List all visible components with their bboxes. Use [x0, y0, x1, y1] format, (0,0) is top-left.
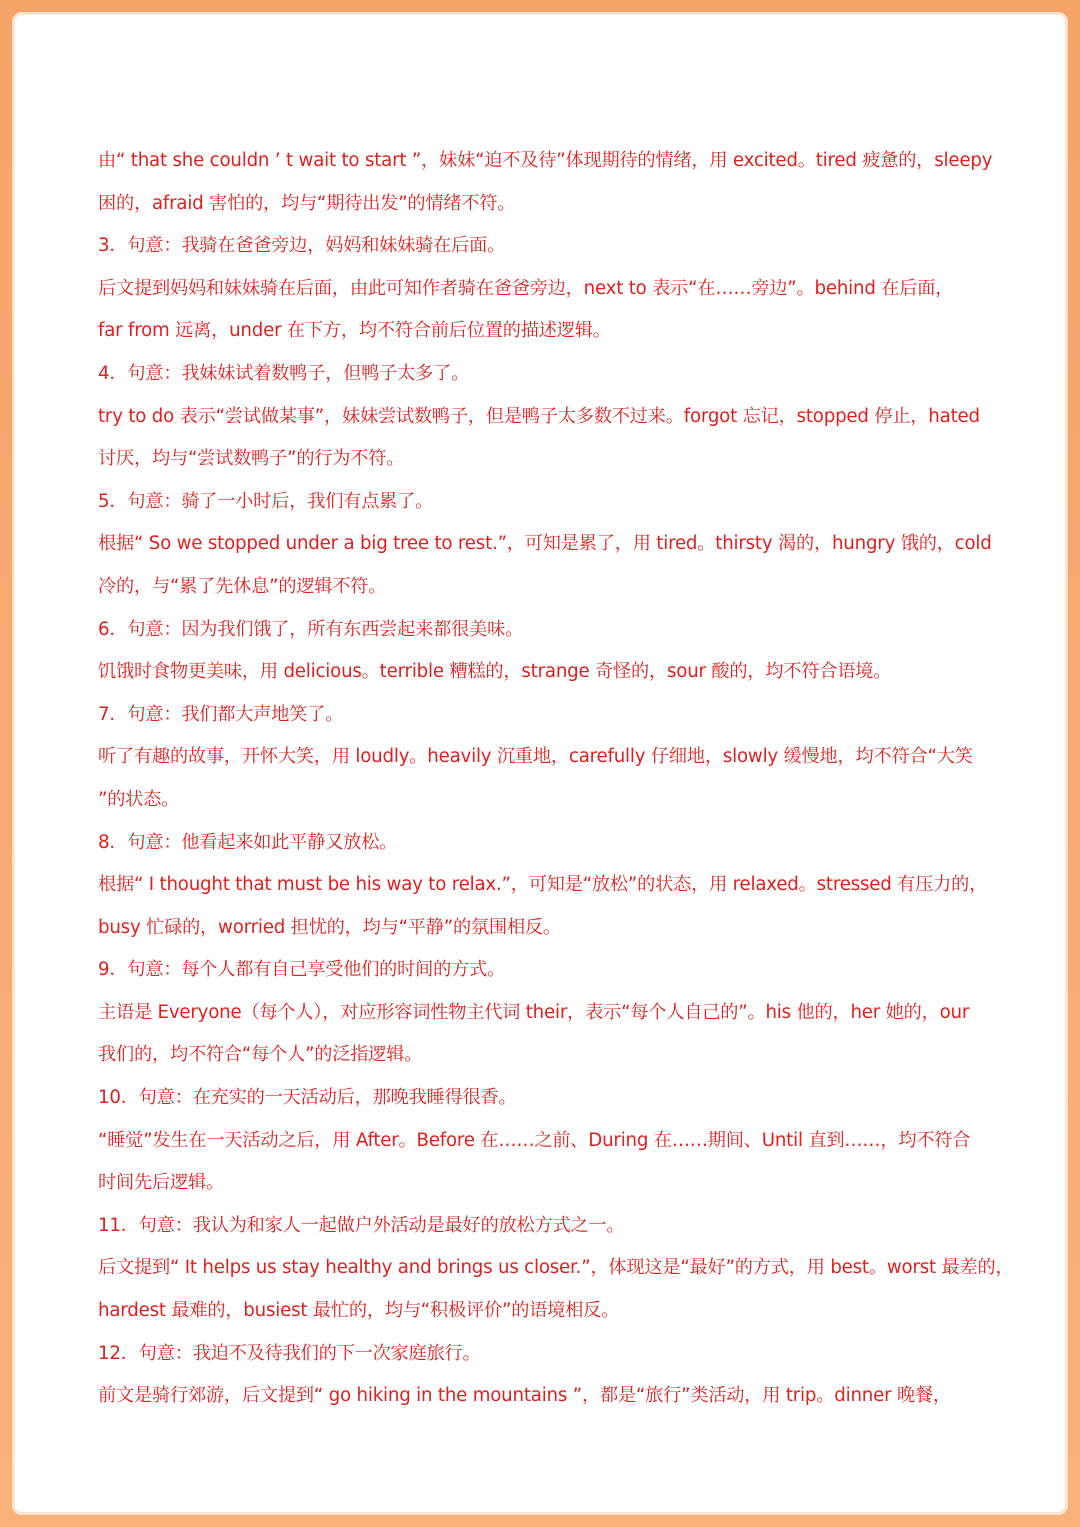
text-line: 饥饿时食物更美味，用 delicious。terrible 糟糕的，strange 奇怪的，sour 酸的，均不符合语境。 [98, 661, 892, 683]
text-line: far from 远离，under 在下方，均不符合前后位置的描述逻辑。 [98, 320, 611, 342]
text-line: 主语是 Everyone（每个人），对应形容词性物主代词 their，表示“每个人自己的”。his 他的，her 她的，our [98, 1001, 970, 1023]
text-line: 8．句意：他看起来如此平静又放松。 [98, 831, 398, 853]
text-line: 我们的，均不符合“每个人”的泛指逻辑。 [98, 1044, 423, 1066]
text-line: 9．句意：每个人都有自己享受他们的时间的方式。 [98, 959, 506, 981]
text-line: 6．句意：因为我们饿了，所有东西尝起来都很美味。 [98, 618, 524, 640]
text-line: 前文是骑行郊游，后文提到“ go hiking in the mountains ”，都是“旅行”类活动，用 trip。dinner 晚餐， [98, 1385, 951, 1407]
text-line: ”的状态。 [98, 788, 180, 810]
text-line: 后文提到妈妈和妹妹骑在后面，由此可知作者骑在爸爸旁边，next to 表示“在……旁边”。behind 在后面， [98, 277, 954, 299]
text-line: 由“ that she couldn ’ t wait to start ”，妹妹“迫不及待”体现期待的情绪，用 excited。tired 疲惫的，sleepy [98, 150, 993, 171]
text-line: 11．句意：我认为和家人一起做户外活动是最好的放松方式之一。 [98, 1214, 625, 1236]
text-line: 讨厌，均与“尝试数鸭子”的行为不符。 [98, 448, 405, 470]
text-line: 根据“ So we stopped under a big tree to rest.”，可知是累了，用 tired。thirsty 渴的，hungry 饿的，cold [98, 533, 992, 555]
text-line: 5．句意：骑了一小时后，我们有点累了。 [98, 490, 434, 512]
text-line: 冷的，与“累了先休息”的逻辑不符。 [98, 575, 387, 597]
text-line: 12．句意：我迫不及待我们的下一次家庭旅行。 [98, 1342, 481, 1364]
text-line: 7．句意：我们都大声地笑了。 [98, 703, 344, 725]
text-line: 4．句意：我妹妹试着数鸭子，但鸭子太多了。 [98, 362, 470, 384]
text-line: 10．句意：在充实的一天活动后，那晚我睡得很香。 [98, 1087, 517, 1109]
text-line: busy 忙碌的，worried 担忧的，均与“平静”的氛围相反。 [98, 916, 561, 938]
text-line: hardest 最难的，busiest 最忙的，均与“积极评价”的语境相反。 [98, 1300, 620, 1322]
text-line: 听了有趣的故事，开怀大笑，用 loudly。heavily 沉重地，carefully 仔细地，slowly 缓慢地，均不符合“大笑 [98, 746, 973, 768]
text-line: 困的，afraid 害怕的，均与“期待出发”的情绪不符。 [98, 192, 516, 214]
paper-sheet [12, 12, 1068, 1515]
answer-explanations [98, 140, 1014, 1418]
text-line: 3．句意：我骑在爸爸旁边，妈妈和妹妹骑在后面。 [98, 235, 506, 257]
text-line: 根据“ I thought that must be his way to relax.”，可知是“放松”的状态，用 relaxed。stressed 有压力的， [98, 874, 988, 896]
text-line: “睡觉”发生在一天活动之后，用 After。Before 在……之前、During 在……期间、Until 直到……，均不符合 [98, 1129, 971, 1151]
text-line: try to do 表示“尝试做某事”，妹妹尝试数鸭子，但是鸭子太多数不过来。forgot 忘记，stopped 停止，hated [98, 405, 980, 427]
text-line: 后文提到“ It helps us stay healthy and brings us closer.”，体现这是“最好”的方式，用 best。worst 最差的， [98, 1257, 1014, 1279]
text-line: 时间先后逻辑。 [98, 1172, 224, 1194]
